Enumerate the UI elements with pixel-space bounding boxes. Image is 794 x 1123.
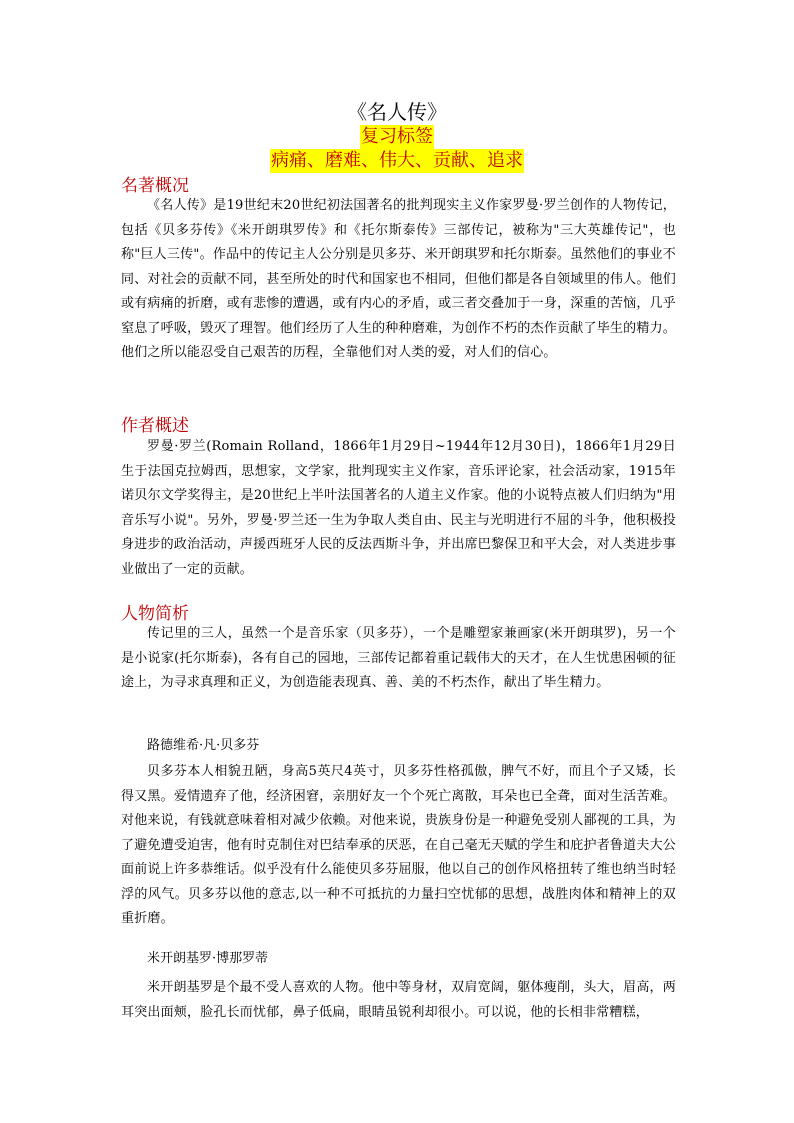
section-body-author: 罗曼·罗兰(Romain Rolland，1866年1月29日~1944年12月30日)，1866年1月29日生于法国克拉姆西，思想家，文学家，批判现实主义作家，音乐评论家，社会活动家，1915年诺贝尔文学奖得主，是20世纪上半叶法国著名的人道主义作家。他的小说特点被人们归纳为"用音乐写小说"。另外，罗曼·罗兰还一生为争取人类自由、民主与光明进行不屈的斗争，他积极投身进步的政治活动，声援西班牙人民的反法西斯斗争，并出席巴黎保卫和平大会，对人类进步事业做出了一定的贡献。 [121,439,676,577]
section-body-characters: 传记里的三人，虽然一个是音乐家（贝多芬），一个是雕塑家兼画家(米开朗琪罗)，另一个是小说家(托尔斯泰)，各有自己的园地，三部传记都着重记载伟大的天才，在人生忧患困顿的征途上，为寻求真理和正义，为创造能表现真、善、美的不朽杰作，献出了毕生精力。 [121,626,676,690]
section-heading-author: 作者概述 [121,416,189,436]
review-tag-row [0,125,794,149]
review-tag-label: 复习标签 [361,126,433,147]
section-heading-overview: 名著概况 [121,176,189,196]
character-description-beethoven: 贝多芬本人相貌丑陋，身高5英尺4英寸，贝多芬性格孤傲，脾气不好，而且个子又矮，长得又黑。爱情遗弃了他，经济困窘，亲朋好友一个个死亡离散，耳朵也已全聋，面对生活苦难。对他来说，有钱就意味着相对减少依赖。对他来说，贵族身份是一种避免受别人鄙视的工具，为了避免遭受迫害，他有时克制住对巴结奉承的厌恶，在自己毫无天赋的学生和庇护者鲁道夫大公面前说上许多恭维话。似乎没有什么能使贝多芬屈服，他以自己的创作风格扭转了维也纳当时轻浮的风气。贝多芬以他的意志,以一种不可抵抗的力量扫空忧郁的思想，战胜肉体和精神上的双重折磨。 [121,764,676,926]
character-name-michelangelo: 米开朗基罗·博那罗蒂 [147,951,269,966]
review-keywords-row [0,149,794,173]
document-title: 《名人传》 [347,100,447,124]
character-description-michelangelo: 米开朗基罗是个最不受人喜欢的人物。他中等身材，双肩宽阔，躯体瘦削，头大，眉高，两耳突出面颊，脸孔长而忧郁，鼻子低扁，眼睛虽锐利却很小。可以说，他的长相非常糟糕， [121,980,676,1020]
section-heading-characters: 人物简析 [121,604,189,624]
review-keywords: 病痛、磨难、伟大、贡献、追求 [271,150,523,171]
character-name-beethoven: 路德维希·凡·贝多芬 [147,738,260,753]
section-body-overview: 《名人传》是19世纪末20世纪初法国著名的批判现实主义作家罗曼·罗兰创作的人物传记，包括《贝多芬传》《米开朗琪罗传》和《托尔斯泰传》三部传记，被称为"三大英雄传记"，也称"巨人三传"。作品中的传记主人公分别是贝多芬、米开朗琪罗和托尔斯泰。虽然他们的事业不同、对社会的贡献不同，甚至所处的时代和国家也不相同，但他们都是各自领域里的伟人。他们或有病痛的折磨，或有悲惨的遭遇，或有内心的矛盾，或三者交叠加于一身，深重的苦恼，几乎窒息了呼吸，毁灭了理智。他们经历了人生的种种磨难，为创作不朽的杰作贡献了毕生的精力。他们之所以能忍受自己艰苦的历程，全靠他们对人类的爱，对人们的信心。 [121,198,676,360]
